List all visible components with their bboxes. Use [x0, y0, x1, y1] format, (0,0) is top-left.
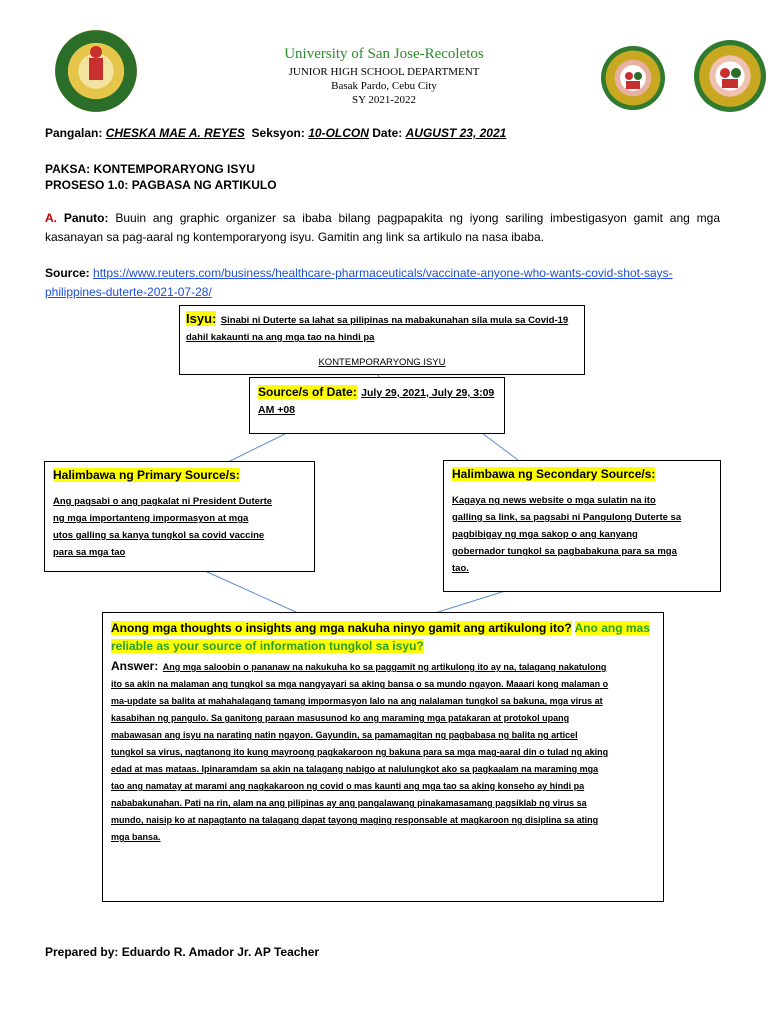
answer-label: Answer: — [111, 659, 159, 673]
answer-line: ito sa akin na malaman ang tungkol sa mga nangyayari sa aking bansa o sa mundo ngayon. Maaari kong malaman o — [111, 679, 609, 689]
answer-line: mundo, naisip ko at napagtanto na talagang dapat tayong maging responsable at magkaroon ng disiplina sa ating — [111, 815, 599, 825]
answer-line: mga bansa. — [111, 832, 161, 842]
isyu-caption: KONTEMPORARYONG ISYU — [318, 357, 446, 368]
secondary-source-line: Kagaya ng news website o mga sulatin na ito — [452, 495, 656, 506]
question-text-green-1: Ano ang mas — [574, 621, 650, 635]
primary-source-box — [44, 461, 315, 572]
primary-source-line: para sa mga tao — [53, 547, 126, 558]
source-link[interactable]: https://www.reuters.com/business/healthcare-pharmaceuticals/vaccinate-anyone-who-wants-covid-shot-says- — [93, 266, 673, 280]
connector-date-secondary — [482, 433, 518, 460]
connector-date-primary — [228, 433, 287, 462]
isyu-text-line1: Sinabi ni Duterte sa lahat sa pilipinas na mabakunahan sila mula sa Covid-19 — [220, 315, 569, 326]
secondary-source-line: gobernador tungkol sa pagbabakuna para sa mga — [452, 546, 677, 557]
secondary-source-box — [443, 460, 721, 592]
university-title: University of San Jose-Recoletos — [284, 46, 484, 62]
isyu-label: Isyu: — [186, 311, 217, 326]
department-name: JUNIOR HIGH SCHOOL DEPARTMENT — [288, 66, 480, 78]
answer-question — [111, 619, 655, 655]
answer-line: edad at mas mataas. Ipinaramdam sa akin na talagang nabigo at nalulungkot ako sa pagkaalam na maraming mga — [111, 764, 599, 774]
instructions-label: Panuto: — [63, 211, 109, 225]
answer-line: kasabihan ng pangulo. Sa ganitong paraan masusunod ko ang maraming mga patakaran at protokol upang — [111, 713, 570, 723]
source-date-value-line2: AM +08 — [258, 404, 296, 416]
connector-primary-answer — [205, 571, 298, 613]
isyu-box — [179, 305, 585, 375]
secondary-source-line: pagbibigay ng mga sakop o ang kanyang — [452, 529, 638, 540]
answer-line: tao ang namatay at marami ang nagkakaroon ng covid o mas kaunti ang mga tao sa aking konseho ay hindi pa — [111, 781, 585, 791]
source-date-value-line1: July 29, 2021, July 29, 3:09 — [361, 387, 495, 399]
secondary-source-text — [452, 492, 712, 577]
secondary-source-title: Halimbawa ng Secondary Source/s: — [452, 467, 656, 481]
primary-source-line: utos galling sa kanya tungkol sa covid vaccine — [53, 530, 265, 541]
primary-source-text — [53, 493, 306, 561]
answer-line: tungkol sa virus, nagtanong ito kung mayroong pagkakaroon ng bakuna para sa mga mag-aaral din o tulad ng aking — [111, 747, 609, 757]
question-text-green-2: reliable as your source of information tungkol sa isyu? — [111, 639, 424, 653]
student-name: CHESKA MAE A. REYES — [105, 126, 245, 140]
student-section: 10-OLCON — [308, 126, 369, 140]
source-label: Source: — [45, 266, 90, 280]
paksa-heading: PAKSA: KONTEMPORARYONG ISYU — [45, 162, 256, 176]
instructions-letter: A. — [45, 211, 57, 225]
isyu-text-line2: dahil kakaunti na ang mga tao na hindi pa — [186, 332, 375, 343]
school-address: Basak Pardo, Cebu City — [331, 80, 437, 92]
school-year: SY 2021-2022 — [351, 94, 417, 106]
secondary-source-line: galling sa link, sa pagsabi ni Pangulong Duterte sa — [452, 512, 682, 523]
source-link-continued[interactable]: philippines-duterte-2021-07-28/ — [45, 285, 212, 299]
source-date-label: Source/s of Date: — [258, 385, 357, 399]
primary-source-line: Ang pagsabi o ang pagkalat ni President Duterte — [53, 496, 273, 507]
date-label: Date: — [372, 126, 403, 140]
answer-line: Ang mga saloobin o pananaw na nakukuha ko sa paggamit ng artikulong ito ay na, talagang nakatulong — [162, 662, 607, 672]
source-date-box — [249, 377, 505, 434]
secondary-source-line: tao. — [452, 563, 469, 574]
answer-line: ma-update sa balita at mahahalagang tamang impormasyon lalo na ang nalalaman tungkol sa bakuna, mga virus at — [111, 696, 603, 706]
primary-source-title: Halimbawa ng Primary Source/s: — [53, 468, 240, 482]
answer-box — [102, 612, 664, 902]
primary-source-line: ng mga importanteng impormasyon at mga — [53, 513, 249, 524]
name-label: Pangalan: — [45, 126, 103, 140]
answer-line: mabawasan ang isyu na narating natin ngayon. Gayundin, sa pamamagitan ng pagbabasa ng balita ng articel — [111, 730, 578, 740]
answer-body — [111, 657, 655, 846]
section-label: Seksyon: — [251, 126, 305, 140]
proseso-heading: PROSESO 1.0: PAGBASA NG ARTIKULO — [45, 178, 277, 192]
connector-secondary-answer — [435, 591, 505, 613]
student-date: AUGUST 23, 2021 — [405, 126, 507, 140]
prepared-by: Prepared by: Eduardo R. Amador Jr. AP Teacher — [45, 945, 320, 959]
answer-line: nababakunahan. Pati na rin, alam na ang pilipinas ay ang pangalawang pinakamasamang pagsiklab ng virus sa — [111, 798, 587, 808]
instructions-text: Buuin ang graphic organizer sa ibaba bilang pagpapakita ng iyong sariling imbestigasyon gamit ang mga kasanayan sa pag-aaral ng kontemporaryong isyu. Gamitin ang link sa artikulo na nasa ibaba. — [45, 211, 720, 244]
question-text: Anong mga thoughts o insights ang mga nakuha ninyo gamit ang artikulong ito? — [111, 621, 572, 635]
